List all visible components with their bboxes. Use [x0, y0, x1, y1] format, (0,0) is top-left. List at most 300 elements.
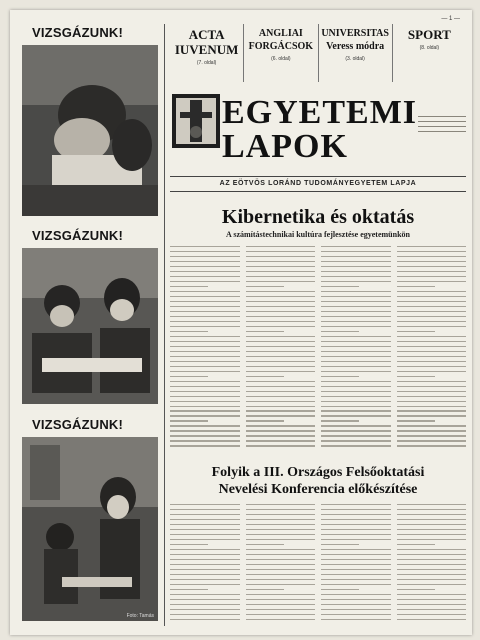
text-line: [246, 366, 316, 367]
text-line: [321, 544, 359, 545]
text-line: [246, 246, 316, 247]
text-line: [321, 391, 391, 392]
text-line: [170, 361, 240, 362]
text-line: [246, 356, 316, 357]
text-line: [397, 406, 467, 407]
text-line: [246, 529, 316, 530]
article1-subhead: A számítástechnikai kultúra fejlesztése egyetemünkön: [226, 230, 410, 239]
text-line: [321, 445, 391, 446]
text-line: [397, 356, 467, 357]
photo-block-3: [18, 416, 160, 621]
text-line: [170, 266, 240, 267]
text-line: [397, 594, 467, 595]
text-line: [170, 251, 240, 252]
text-line: [321, 619, 391, 620]
text-line: [397, 286, 435, 287]
text-line: [397, 296, 467, 297]
text-line: [321, 614, 391, 615]
text-line: [321, 599, 391, 600]
text-line: [397, 336, 467, 337]
section-sport: [393, 24, 466, 82]
text-line: [170, 301, 240, 302]
text-line: [170, 415, 240, 416]
text-line: [397, 509, 467, 510]
text-line: [321, 271, 391, 272]
text-line: [397, 391, 467, 392]
text-line: [397, 410, 467, 411]
text-line: [321, 301, 391, 302]
text-line: [170, 376, 208, 377]
article2-body: [170, 504, 466, 626]
text-line: [321, 361, 391, 362]
text-line: [246, 534, 316, 535]
article2-column: [170, 504, 240, 626]
text-line: [246, 514, 316, 515]
text-line: [246, 256, 316, 257]
text-line: [170, 336, 240, 337]
text-line: [246, 559, 316, 560]
text-line: [246, 361, 316, 362]
text-line: [246, 406, 316, 407]
text-line: [321, 539, 391, 540]
text-line: [397, 420, 435, 421]
text-line: [170, 276, 240, 277]
text-line: [170, 524, 240, 525]
text-line: [246, 381, 316, 382]
text-line: [246, 336, 316, 337]
text-line: [321, 316, 391, 317]
text-line: [321, 376, 359, 377]
text-line: [321, 401, 391, 402]
photo-label: VIZSGÁZUNK!: [32, 228, 124, 243]
text-line: [321, 356, 391, 357]
section-universitas: [319, 24, 393, 82]
text-line: [170, 579, 240, 580]
text-line: [321, 519, 391, 520]
photo-label: VIZSGÁZUNK!: [32, 417, 124, 432]
text-line: [170, 316, 240, 317]
section-title-line: FORGÁCSOK: [248, 41, 314, 52]
text-line: [397, 430, 467, 431]
section-index: [170, 24, 466, 82]
section-title-line: ACTA: [188, 27, 225, 42]
text-line: [246, 351, 316, 352]
text-line: [321, 386, 391, 387]
text-line: [397, 514, 467, 515]
text-line: [397, 376, 435, 377]
text-line: [321, 589, 359, 590]
article2-column: [321, 504, 391, 626]
text-line: [170, 519, 240, 520]
text-line: [246, 619, 316, 620]
section-title-line: SPORT: [407, 27, 451, 42]
text-line: [397, 341, 467, 342]
text-line: [397, 291, 467, 292]
text-line: [246, 420, 284, 421]
text-line: [321, 574, 391, 575]
text-line: [397, 574, 467, 575]
text-line: [321, 291, 391, 292]
text-line: [170, 420, 208, 421]
text-line: [321, 246, 391, 247]
text-line: [397, 504, 467, 505]
text-line: [246, 301, 316, 302]
text-line: [397, 544, 435, 545]
text-line: [170, 410, 240, 411]
section-title: [393, 27, 466, 42]
text-line: [170, 396, 240, 397]
text-line: [246, 386, 316, 387]
text-line: [246, 574, 316, 575]
text-line: [246, 266, 316, 267]
text-line: [246, 271, 316, 272]
text-line: [397, 346, 467, 347]
text-line: [321, 549, 391, 550]
text-line: [397, 366, 467, 367]
text-line: [397, 529, 467, 530]
text-line: [170, 430, 240, 431]
text-line: [397, 316, 467, 317]
text-line: [397, 266, 467, 267]
photo-image: [22, 437, 158, 621]
text-line: [321, 346, 391, 347]
text-line: [397, 549, 467, 550]
text-line: [246, 331, 284, 332]
text-line: [397, 306, 467, 307]
section-ref: (8. oldal): [419, 45, 440, 51]
text-line: [170, 386, 240, 387]
text-line: [170, 564, 240, 565]
text-line: [397, 519, 467, 520]
text-line: [321, 261, 391, 262]
text-line: [397, 599, 467, 600]
text-line: [321, 609, 391, 610]
text-line: [170, 246, 240, 247]
text-line: [397, 569, 467, 570]
text-line: [321, 420, 359, 421]
text-line: [321, 336, 391, 337]
text-line: [170, 425, 240, 426]
photo-exam-room: [22, 437, 158, 621]
masthead-name-line1: EGYETEMI: [222, 94, 418, 131]
article2-headline: [170, 464, 466, 498]
text-line: [246, 326, 316, 327]
text-line: [321, 281, 391, 282]
photo-image: [22, 45, 158, 216]
text-line: [170, 306, 240, 307]
text-line: [246, 569, 316, 570]
section-title-line: UNIVERSITAS: [321, 28, 389, 39]
text-line: [246, 554, 316, 555]
text-line: [170, 296, 240, 297]
text-line: [321, 341, 391, 342]
text-line: [397, 251, 467, 252]
photo-credit: Foto: Tamás: [126, 613, 154, 619]
text-line: [321, 604, 391, 605]
text-line: [246, 579, 316, 580]
text-line: [321, 559, 391, 560]
text-line: [170, 509, 240, 510]
page-number: — 1 —: [441, 16, 460, 22]
text-line: [170, 544, 208, 545]
section-ref: (3. oldal): [345, 56, 365, 62]
text-line: [246, 251, 316, 252]
text-line: [170, 321, 240, 322]
text-line: [397, 381, 467, 382]
text-line: [397, 554, 467, 555]
text-line: [170, 326, 240, 327]
text-line: [246, 430, 316, 431]
text-line: [397, 321, 467, 322]
text-line: [246, 589, 284, 590]
text-line: [246, 614, 316, 615]
text-line: [246, 376, 284, 377]
text-line: [170, 445, 240, 446]
section-title-line: Veress módra: [326, 41, 385, 52]
text-line: [246, 564, 316, 565]
photo-label: VIZSGÁZUNK!: [32, 25, 124, 40]
text-line: [321, 311, 391, 312]
text-line: [246, 346, 316, 347]
text-line: [321, 251, 391, 252]
text-line: [397, 584, 467, 585]
text-line: [321, 371, 391, 372]
photo-column: [18, 24, 160, 626]
text-line: [246, 291, 316, 292]
text-line: [246, 316, 316, 317]
text-line: [246, 599, 316, 600]
text-line: [397, 386, 467, 387]
crest-image: [172, 94, 220, 148]
text-line: [246, 425, 316, 426]
text-line: [246, 445, 316, 446]
text-line: [321, 381, 391, 382]
text-line: [397, 246, 467, 247]
masthead-issue-info: [418, 116, 466, 136]
text-line: [397, 401, 467, 402]
text-line: [246, 609, 316, 610]
text-line: [170, 529, 240, 530]
text-line: [321, 435, 391, 436]
section-angliai-forgacsok: [244, 24, 318, 82]
text-line: [321, 584, 391, 585]
section-ref: (6. oldal): [271, 56, 291, 62]
section-title: [170, 27, 243, 57]
text-line: [397, 609, 467, 610]
photo-block-2: [18, 227, 160, 404]
text-line: [397, 396, 467, 397]
text-line: [397, 539, 467, 540]
text-line: [397, 326, 467, 327]
text-line: [397, 564, 467, 565]
text-line: [397, 281, 467, 282]
text-line: [246, 584, 316, 585]
text-line: [170, 281, 240, 282]
text-line: [246, 410, 316, 411]
text-line: [246, 341, 316, 342]
text-line: [321, 396, 391, 397]
text-line: [321, 321, 391, 322]
text-line: [397, 614, 467, 615]
article1-column: [246, 246, 316, 454]
text-line: [321, 594, 391, 595]
section-ref: (7. oldal): [196, 60, 217, 66]
text-line: [170, 554, 240, 555]
text-line: [321, 440, 391, 441]
text-line: [321, 276, 391, 277]
text-line: [321, 524, 391, 525]
text-line: [246, 594, 316, 595]
text-line: [246, 539, 316, 540]
article2-column: [246, 504, 316, 626]
text-line: [170, 569, 240, 570]
text-line: [170, 549, 240, 550]
text-line: [397, 589, 435, 590]
text-line: [246, 401, 316, 402]
text-line: [170, 256, 240, 257]
text-line: [321, 406, 391, 407]
masthead-name-line2: LAPOK: [222, 128, 348, 165]
text-line: [246, 544, 284, 545]
text-line: [321, 534, 391, 535]
text-line: [246, 509, 316, 510]
text-line: [321, 326, 391, 327]
article1-body: [170, 246, 466, 454]
text-line: [170, 286, 208, 287]
text-line: [246, 519, 316, 520]
text-line: [321, 514, 391, 515]
masthead: [170, 86, 466, 196]
text-line: [397, 415, 467, 416]
text-line: [170, 371, 240, 372]
text-line: [170, 440, 240, 441]
text-line: [397, 425, 467, 426]
text-line: [170, 619, 240, 620]
photo-students-desk: [22, 248, 158, 404]
text-line: [321, 306, 391, 307]
text-line: [170, 341, 240, 342]
text-line: [397, 301, 467, 302]
article2-headline-line: Nevelési Konferencia előkészítése: [218, 482, 418, 497]
text-line: [321, 331, 359, 332]
text-line: [170, 356, 240, 357]
text-line: [397, 361, 467, 362]
text-line: [246, 415, 316, 416]
text-line: [321, 266, 391, 267]
text-line: [170, 291, 240, 292]
text-line: [397, 261, 467, 262]
newspaper-page: [10, 10, 472, 635]
text-line: [170, 514, 240, 515]
text-line: [170, 609, 240, 610]
section-title: [244, 27, 317, 53]
photo-image: [22, 248, 158, 404]
text-line: [321, 256, 391, 257]
photo-block-1: [18, 24, 160, 216]
text-line: [397, 276, 467, 277]
section-title-line: ANGLIAI: [258, 28, 303, 39]
text-line: [246, 286, 284, 287]
text-line: [170, 504, 240, 505]
section-acta-iuvenum: [170, 24, 244, 82]
text-line: [397, 331, 435, 332]
text-line: [321, 286, 359, 287]
text-line: [246, 524, 316, 525]
text-line: [170, 381, 240, 382]
text-line: [170, 534, 240, 535]
text-line: [246, 306, 316, 307]
masthead-crest-icon: [172, 94, 220, 148]
text-line: [170, 559, 240, 560]
text-line: [321, 504, 391, 505]
text-line: [321, 569, 391, 570]
text-line: [170, 351, 240, 352]
text-line: [170, 346, 240, 347]
text-line: [246, 311, 316, 312]
article1-headline: Kibernetika és oktatás: [221, 206, 415, 228]
article1-column: [397, 246, 467, 454]
text-line: [170, 584, 240, 585]
text-line: [321, 529, 391, 530]
text-line: [397, 256, 467, 257]
text-line: [397, 524, 467, 525]
text-line: [246, 396, 316, 397]
column-divider: [164, 24, 165, 626]
text-line: [170, 604, 240, 605]
text-line: [246, 371, 316, 372]
text-line: [170, 271, 240, 272]
text-line: [246, 296, 316, 297]
text-line: [170, 574, 240, 575]
text-line: [246, 440, 316, 441]
text-line: [170, 614, 240, 615]
text-line: [321, 579, 391, 580]
text-line: [170, 401, 240, 402]
text-line: [246, 549, 316, 550]
text-line: [246, 391, 316, 392]
text-line: [246, 504, 316, 505]
text-line: [397, 619, 467, 620]
text-line: [246, 281, 316, 282]
text-line: [397, 351, 467, 352]
text-line: [321, 430, 391, 431]
text-line: [170, 311, 240, 312]
text-line: [321, 509, 391, 510]
text-line: [321, 296, 391, 297]
text-line: [170, 406, 240, 407]
text-line: [397, 445, 467, 446]
article1-column: [170, 246, 240, 454]
text-line: [170, 331, 208, 332]
photo-students-writing: [22, 45, 158, 216]
text-line: [397, 579, 467, 580]
article1-column: [321, 246, 391, 454]
text-line: [321, 564, 391, 565]
text-line: [246, 321, 316, 322]
text-line: [321, 366, 391, 367]
article2-column: [397, 504, 467, 626]
text-line: [397, 559, 467, 560]
text-line: [397, 271, 467, 272]
text-line: [170, 589, 208, 590]
section-title: [319, 27, 392, 53]
text-line: [321, 425, 391, 426]
text-line: [170, 435, 240, 436]
section-title-line: IUVENUM: [174, 42, 239, 57]
text-line: [246, 261, 316, 262]
text-line: [170, 594, 240, 595]
text-line: [321, 554, 391, 555]
